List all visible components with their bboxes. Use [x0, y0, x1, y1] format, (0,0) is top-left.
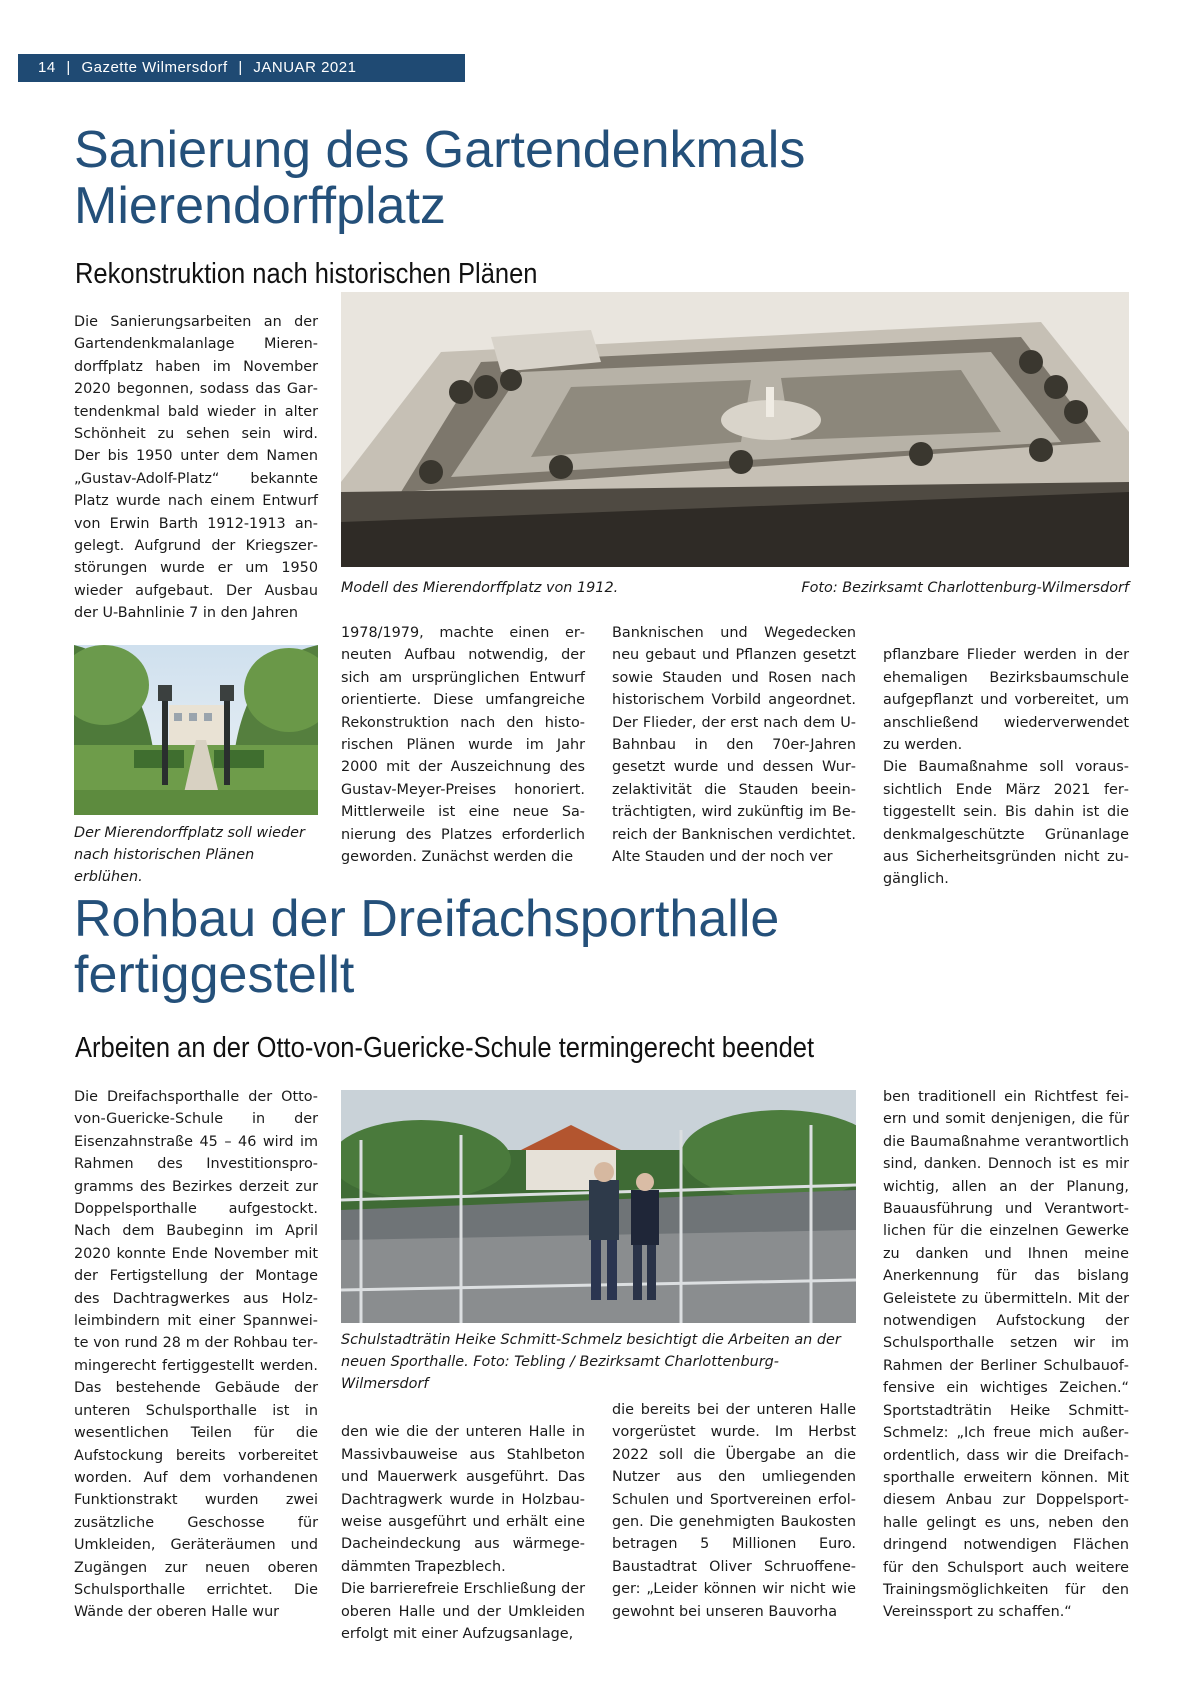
issue-date: JANUAR 2021 — [253, 59, 357, 76]
publication-name: Gazette Wilmersdorf — [81, 59, 228, 76]
article1-col2: 1978/1979, machte einen erneuten Aufbau notwendig, der sich am ursprünglichen Entwurf orientierte. Diese umfangreiche Rekonstruktion nach den historischen Plänen wurde im Jahr 2000 mit der Auszeichnung des Gustav-Meyer-Preises honoriert. Mittlerweile ist eine neue Sanierung des Platzes erforderlich geworden. Zunächst werden die — [341, 625, 585, 866]
article2-subtitle: Arbeiten an der Otto-von-Guericke-Schule termingerecht beendet — [75, 1032, 815, 1064]
construction-photo-caption: Schulstadträtin Heike Schmitt-Schmelz besichtigt die Arbeiten an der neuen Sporthalle. Foto: Tebling / Bezirksamt Charlottenburg-Wilmersdorf — [341, 1332, 841, 1392]
article2-col2: den wie die der unteren Halle in Massivbauweise aus Stahlbeton und Mauerwerk ausgeführt. Das Dachtragwerk wurde in Holzbauweise ausgeführt und erhält eine Dacheindeckung aus wärmegedämmten Trapezblech. Die barrierefreie Erschließung der oberen Halle und der Umkleiden erfolgt mit einer Aufzugsanlage, — [341, 1424, 585, 1643]
park-photo-caption: Der Mierendorffplatz soll wieder nach historischen Plänen erblühen. — [74, 825, 305, 885]
article1-subtitle: Rekonstruktion nach historischen Plänen — [75, 258, 538, 290]
model-photo-caption: Modell des Mierendorffplatz von 1912. — [341, 580, 619, 596]
article1-col3: Banknischen und Wegedecken neu gebaut und Pflanzen gesetzt sowie Stauden und Rosen nach historischem Vorbild angeordnet. Der Flieder, der erst nach dem U-Bahnbau in den 70er-Jahren gesetzt wurde und dessen Wurzelaktivität die Stauden beeinträchtigten, wird zukünftig im Bereich der Banknischen verdichtet. Alte Stauden und der noch ver — [612, 625, 856, 866]
article2-col1: Die Dreifachsporthalle der Otto-von-Guericke-Schule in der Eisenzahnstraße 45 – 46 wird im Rahmen des Investitionsprogramms des Bezirkes derzeit zur Doppelsporthalle aufgestockt. Nach dem Baubeginn im April 2020 konnte Ende November mit der Fertigstellung der Montage des Dachtragwerkes aus Holzleimbindern mit einer Spannweite von rund 28 m der Rohbau termingerecht fertiggestellt werden. Das bestehende Gebäude der unteren Schulsporthalle ist in wesentlichen Teilen für die Aufstockung bereits vorbereitet worden. Auf dem vorhandenen Funktionstrakt wurden zwei zusätzliche Geschosse für Umkleiden, Geräteräumen und Zugängen zur neuen oberen Schulsporthalle errichtet. Die Wände der oberen Halle wur — [74, 1089, 318, 1621]
page-number: 14 — [38, 59, 56, 76]
article2-col3: die bereits bei der unteren Halle vorgerüstet wurde. Im Herbst 2022 soll die Übergabe an die Nutzer aus den umliegenden Schulen und Sportvereinen erfolgen. Die genehmigten Baukosten betragen 5 Millionen Euro. Baustadtrat Oliver Schruoffeneger: „Leider können wir nicht wie gewohnt bei unseren Bauvorha — [612, 1402, 856, 1620]
park-photo — [74, 645, 318, 815]
construction-photo-illustration — [341, 1090, 856, 1323]
article2-col4: ben traditionell ein Richtfest feiern und somit denjenigen, die für die Baumaßnahme verantwortlich sind, danken. Dennoch ist es mir wichtig, allen an der Planung, Bauausführung und Verantwortlichen für die einzelnen Gewerke zu danken und Ihnen meine Anerkennung für das bislang Geleistete zu übermitteln. Mit der notwendigen Aufstockung der Schulsporthalle setzen wir im Rahmen der Berliner Schulbauoffensive ein wichtiges Zeichen.“ Sportstadträtin Heike Schmitt-Schmelz: „Ich freue mich außerordentlich, dass wir die Dreifachsporthalle erweitern können. Mit diesem Anbau zur Doppelsporthalle gelingt es uns, neben den dringend notwendigen Flächen für den Schulsport auch weitere Trainingsmöglichkeiten für den Vereinssport zu schaffen.“ — [883, 1089, 1129, 1621]
article1-col1: Die Sanierungsarbeiten an der Gartendenkmalanlage Mierendorffplatz haben im November 2020 begonnen, sodass das Gartendenkmal bald wieder in alter Schönheit zu sehen sein wird. Der bis 1950 unter dem Namen „Gustav-Adolf-Platz“ bekannte Platz wurde nach einem Entwurf von Erwin Barth 1912-1913 angelegt. Aufgrund der Kriegszerstörungen wurde er um 1950 wieder aufgebaut. Der Ausbau der U-Bahnlinie 7 in den Jahren — [74, 314, 318, 622]
park-photo-illustration — [74, 645, 318, 815]
model-photo-credit: Foto: Bezirksamt Charlottenburg-Wilmersdorf — [801, 580, 1129, 596]
article1-col4: pflanzbare Flieder werden in der ehemaligen Bezirksbaumschule aufgepflanzt und vorbereitet, um anschließend wiederverwendet zu werden. Die Baumaßnahme soll voraussichtlich Ende März 2021 fertiggestellt sein. Bis dahin ist die denkmalgeschützte Grünanlage aus Sicherheitsgründen nicht zugänglich. — [883, 647, 1129, 888]
article1-title: Sanierung des Gartendenkmals Mierendorffplatz — [74, 121, 806, 235]
article2-title: Rohbau der Dreifachsporthalle fertiggestellt — [74, 890, 780, 1004]
model-photo — [341, 292, 1129, 567]
page-header-bar: 14 | Gazette Wilmersdorf | JANUAR 2021 — [18, 54, 465, 82]
construction-photo — [341, 1090, 856, 1323]
model-photo-illustration — [341, 292, 1129, 567]
